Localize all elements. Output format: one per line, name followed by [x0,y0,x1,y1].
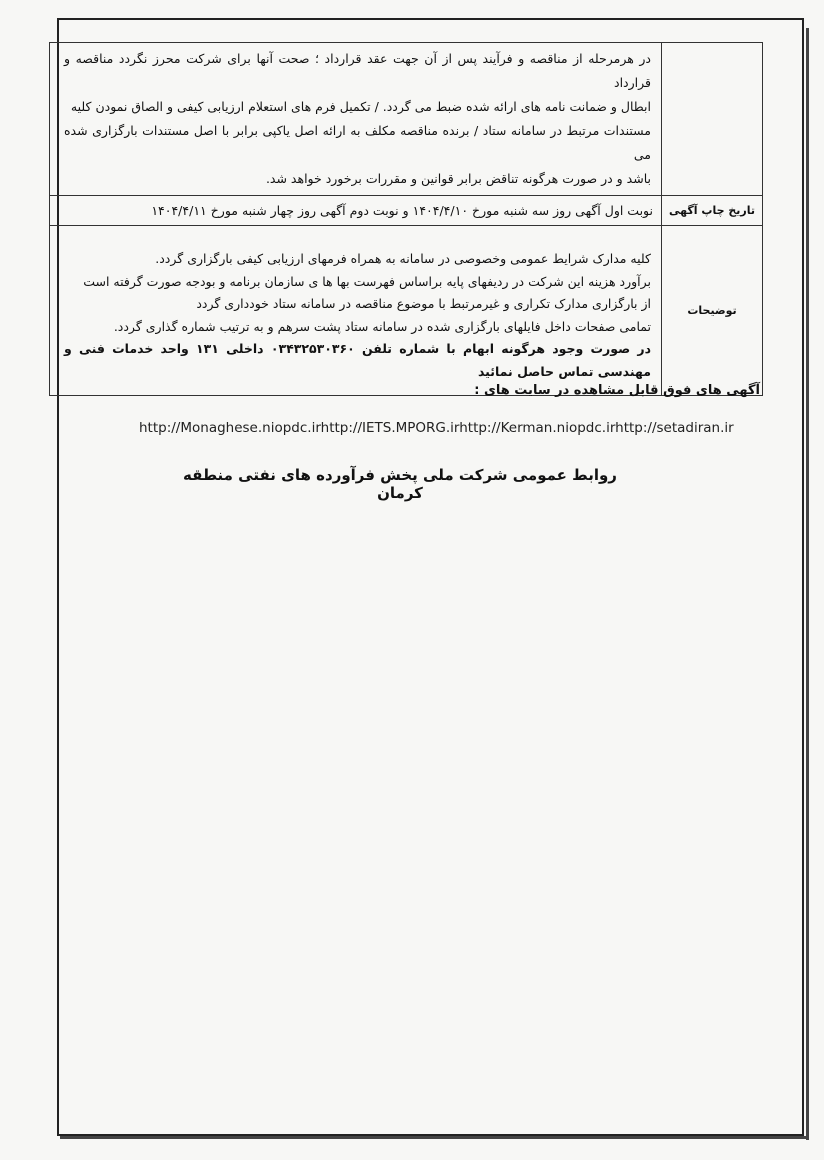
conditions-line-3: مستندات مرتبط در سامانه ستاد / برنده مناقصه مکلف به ارائه اصل یاکپی برابر با اصل مستندات بارگزاری شده می [64,123,651,162]
row-label-notes: توضیحات [662,226,763,396]
conditions-text [50,43,662,196]
notes-line-1: کلیه مدارک شرایط عمومی وخصوصی در سامانه به همراه فرمهای ارزیابی کیفی بارگزاری گردد. [155,251,651,266]
footer-title: روابط عمومی شرکت ملی پخش فرآورده های نفتی منطقه کرمان [183,466,617,502]
row-label-conditions [662,43,763,196]
notes-line-4: تمامی صفحات داخل فایلهای بارگزاری شده در سامانه ستاد پشت سرهم و به ترتیب شماره گذاری گردد. [113,318,651,334]
notes-text [50,226,662,396]
notes-line-2: برآورد هزینه این شرکت در ردیفهای پایه براساس فهرست بها ها ی سازمان برنامه و بودجه صورت گرفته است [83,273,651,289]
print-date-text: نوبت اول آگهی روز سه شنبه مورخ ۱۴۰۴/۴/۱۰ و نوبت دوم آگهی روز چهار شنبه مورخ ۱۴۰۴/۴/۱۱ [50,196,662,226]
conditions-line-2: ابطال و ضمانت نامه های ارائه شده ضبط می گردد. / تکمیل فرم های استعلام ارزیابی کیفی و الصاق نمودن کلیه [70,99,651,114]
table-row-notes [50,226,763,396]
notes-contact-line: در صورت وجود هرگونه ابهام با شماره تلفن ۰۳۴۳۲۵۳۰۳۶۰ داخلی ۱۳۱ واحد خدمات فنی و مهندسی تماس حاصل نمائید [64,341,651,379]
sites-heading: آگهی های فوق قابل مشاهده در سایت های : [474,383,760,398]
row-label-print-date: تاریخ چاپ آگهی [662,196,763,226]
table-row-conditions [50,43,763,196]
conditions-line-1: در هرمرحله از مناقصه و فرآیند پس از آن جهت عقد قرارداد ؛ صحت آنها برای شرکت محرز نگردد مناقصه و قرارداد [64,51,651,90]
conditions-line-4: باشد و در صورت هرگونه تناقض برابر قوانین و مقررات برخورد خواهد شد. [265,171,651,186]
tender-info-table [49,42,763,396]
website-urls[interactable]: http://Monaghese.niopdc.irhttp://IETS.MPORG.irhttp://Kerman.niopdc.irhttp://setadiran.ir [139,420,734,436]
notes-line-3: از بارگزاری مدارک تکراری و غیرمرتبط با موضوع مناقصه در سامانه ستاد خودداری گردد [196,296,651,311]
page-shadow-right [806,28,809,1140]
table-row-print-date [50,196,763,226]
page-shadow-bottom [60,1136,809,1139]
